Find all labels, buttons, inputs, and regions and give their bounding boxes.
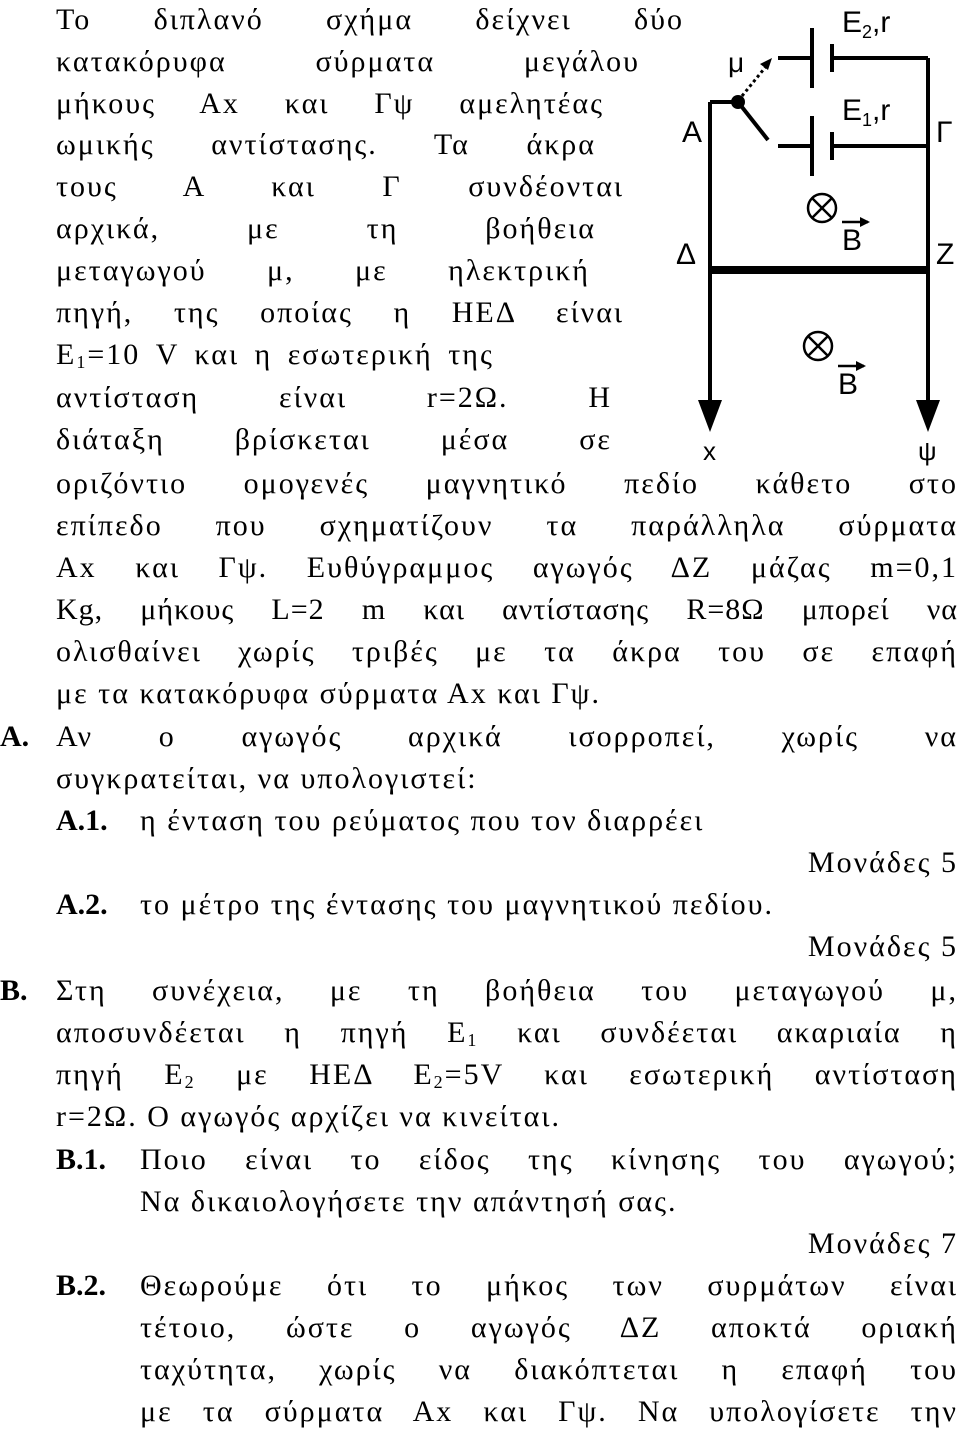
intro-line-11: διάταξη βρίσκεται μέσα σε (56, 423, 612, 456)
part-a-line-1: Αν ο αγωγός αρχικά ισορροπεί, χωρίς να (56, 720, 958, 753)
b2-line-4: με τα σύρματα Αx και Γψ. Να υπολογίσετε την (140, 1395, 958, 1428)
label-e1: $E_1,r$ (842, 94, 891, 130)
intro-line-7: μεταγωγού μ, με ηλεκτρική (56, 254, 590, 287)
body-line-1: οριζόντιο ομογενές μαγνητικό πεδίο κάθετο στο (56, 467, 958, 500)
a2-marks: Μονάδες 5 (807, 930, 958, 963)
part-b-line-4: r=2Ω. Ο αγωγός αρχίζει να κινείται. (56, 1100, 561, 1133)
b2-label: Β.2. (56, 1269, 107, 1302)
body-line-5: ολισθαίνει χωρίς τριβές με τα άκρα του σε επαφή (56, 635, 958, 668)
b1-line-1: Ποιο είναι το είδος της κίνησης του αγωγού; (140, 1143, 958, 1176)
part-b-line-3: πηγή $E_2$ με ΗΕΔ $E_2=5V$ και εσωτερική αντίσταση (56, 1058, 958, 1092)
switch-dotted (742, 64, 768, 96)
switch-pivot (731, 95, 745, 109)
a2-label: Α.2. (56, 888, 108, 921)
body-line-4: Kg, μήκους L=2 m και αντίστασης R=8Ω μπορεί να (56, 593, 958, 626)
label-e2: $E_2,r$ (842, 6, 891, 42)
b1-label: Β.1. (56, 1143, 107, 1176)
part-b-line-2: αποσυνδέεται η πηγή $E_1$ και συνδέεται ακαριαία η (56, 1016, 958, 1050)
a1-label: Α.1. (56, 804, 108, 837)
label-a: Α (682, 116, 703, 149)
label-mu: μ (728, 47, 745, 78)
part-b-line-1: Στη συνέχεια, με τη βοήθεια του μεταγωγού μ, (56, 974, 958, 1007)
intro-line-10: αντίσταση είναι r=2Ω. Η (56, 381, 612, 414)
part-b-label: Β. (0, 974, 28, 1007)
a1-text: η ένταση του ρεύματος που τον διαρρέει (140, 804, 705, 837)
circuit-diagram (660, 0, 960, 470)
label-psi: ψ (918, 436, 937, 466)
label-x: x (703, 436, 716, 466)
label-b-lower: B (838, 368, 859, 401)
body-line-3: Αx και Γψ. Ευθύγραμμος αγωγός ΔΖ μάζας m=0,1 (56, 551, 958, 584)
a1-marks: Μονάδες 5 (807, 846, 958, 879)
b1-line-2: Να δικαιολογήσετε την απάντησή σας. (140, 1185, 678, 1218)
label-g: Γ (936, 116, 953, 149)
body-line-2: επίπεδο που σχηματίζουν τα παράλληλα σύρματα (56, 509, 958, 542)
label-z: Ζ (936, 238, 955, 271)
intro-line-9: $E_1=10$ V και η εσωτερική της (56, 338, 494, 372)
b2-line-2: τέτοιο, ώστε ο αγωγός ΔΖ αποκτά οριακή (140, 1311, 958, 1344)
label-d: Δ (676, 238, 697, 271)
intro-line-6: αρχικά, με τη βοήθεια (56, 212, 596, 245)
b2-line-3: ταχύτητα, χωρίς να διακόπτεται η επαφή του (140, 1353, 958, 1386)
b1-marks: Μονάδες 7 (807, 1227, 958, 1260)
intro-line-3: μήκους Αx και Γψ αμελητέας (56, 87, 604, 120)
b2-line-1: Θεωρούμε ότι το μήκος των συρμάτων είναι (140, 1269, 958, 1302)
part-a-label: Α. (0, 720, 30, 753)
intro-line-2: κατακόρυφα σύρματα μεγάλου (56, 45, 640, 78)
label-b-upper: B (842, 224, 863, 257)
intro-line-5: τους Α και Γ συνδέονται (56, 170, 624, 203)
intro-line-8: πηγή, της οποίας η ΗΕΔ είναι (56, 296, 624, 329)
body-line-6: με τα κατακόρυφα σύρματα Αx και Γψ. (56, 677, 601, 710)
intro-line-4: ωμικής αντίστασης. Τα άκρα (56, 128, 596, 161)
switch-blade (738, 102, 768, 140)
intro-line-1: Το διπλανό σχήμα δείχνει δύο (56, 3, 684, 36)
a2-text: το μέτρο της έντασης του μαγνητικού πεδίου. (140, 888, 775, 921)
part-a-line-2: συγκρατείται, να υπολογιστεί: (56, 762, 478, 795)
